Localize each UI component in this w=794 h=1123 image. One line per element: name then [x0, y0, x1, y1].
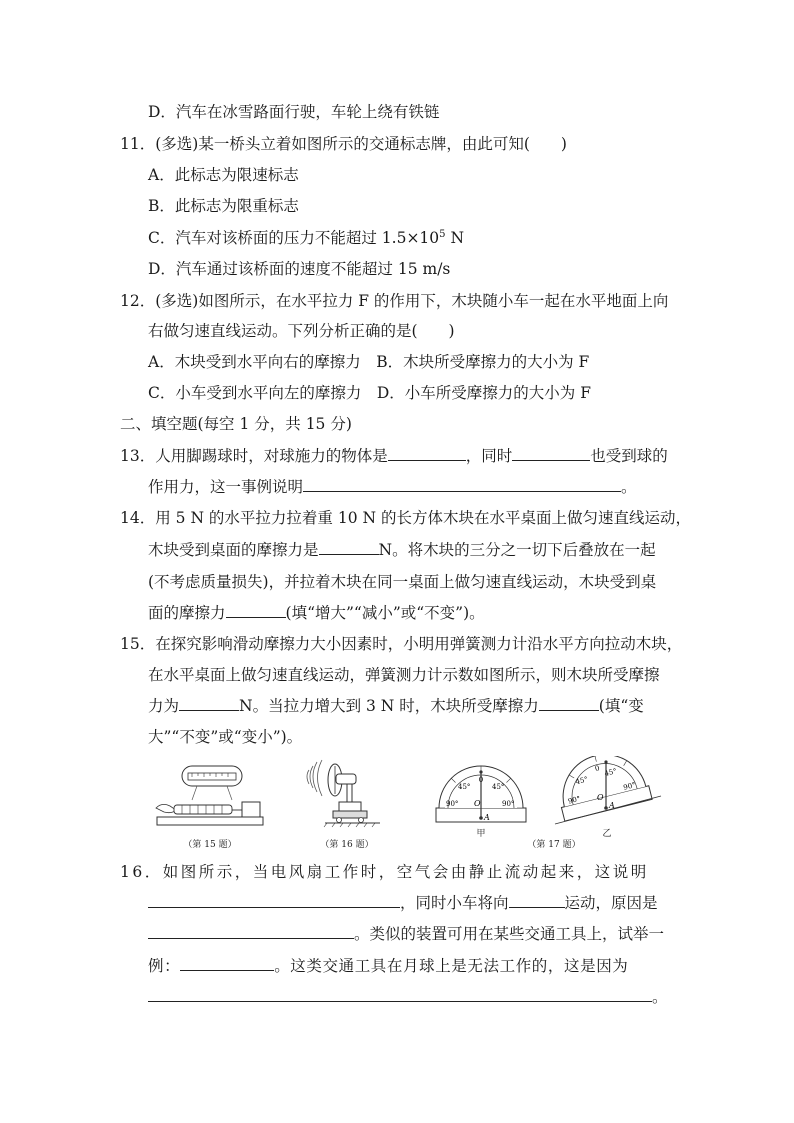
label-a: A: [609, 801, 615, 810]
label-90: 90°: [567, 794, 582, 806]
q12-stem-line1: 12．(多选)如图所示，在水平拉力 F 的作用下，木块随小车一起在水平地面上向: [120, 292, 669, 310]
q14-line2: 木块受到桌面的摩擦力是 N。将木块的三分之一切下后叠放在一起: [148, 541, 656, 559]
answer-blank[interactable]: [388, 446, 466, 461]
answer-blank[interactable]: [148, 924, 354, 939]
figure-17a-protractor-level: [434, 760, 528, 824]
q11-option-b: B．此标志为限重标志: [148, 197, 299, 215]
label-45: 45°: [574, 775, 589, 787]
q12-stem-line2: 右做匀速直线运动。下列分析正确的是( ): [148, 322, 455, 340]
section-title: 二、填空题(每空 1 分，共 15 分): [120, 415, 352, 433]
label-45: 45°: [458, 783, 471, 791]
figure-15-caption: （第 15 题）: [183, 840, 237, 850]
answer-blank[interactable]: [509, 893, 565, 908]
label-45: 45°: [492, 783, 505, 791]
q16-line1: 16．如图所示，当电风扇工作时，空气会由静止流动起来，这说明: [120, 863, 649, 881]
label-90: 90°: [502, 800, 515, 808]
answer-blank[interactable]: [512, 446, 590, 461]
answer-blank[interactable]: [179, 696, 239, 711]
q15-line1: 15．在探究影响滑动摩擦力大小因素时，小明用弹簧测力计沿水平方向拉动木块，: [120, 635, 683, 653]
q14-line3: (不考虑质量损失)，并拉着木块在同一桌面上做匀速直线运动，木块受到桌: [148, 573, 657, 591]
answer-blank[interactable]: [319, 540, 379, 555]
q11-stem: 11．(多选)某一桥头立着如图所示的交通标志牌，由此可知( ): [120, 135, 567, 153]
label-90: 90°: [622, 780, 637, 792]
label-a: A: [484, 813, 490, 822]
q16-line5: 。: [148, 987, 668, 1007]
figure-17b-protractor-slope: [553, 756, 663, 826]
label-90: 90°: [446, 800, 459, 808]
answer-blank[interactable]: [148, 893, 400, 908]
q13-line2: 作用力，这一事例说明 。: [148, 478, 637, 496]
label-zero: 0: [594, 764, 601, 774]
q11-option-a: A．此标志为限速标志: [148, 166, 299, 184]
q15-line4: 大”“不变”或“变小”)。: [148, 728, 303, 746]
figure-16-fan-cart: [305, 756, 385, 830]
answer-blank[interactable]: [226, 603, 286, 618]
q16-line3: 。类似的装置可用在某些交通工具上，试举一: [148, 924, 664, 944]
label-o: O: [474, 799, 481, 808]
answer-blank[interactable]: [539, 696, 599, 711]
q15-line3: 力为 N。当拉力增大到 3 N 时，木块所受摩擦力 (填“变: [148, 697, 644, 715]
q15-line2: 在水平桌面上做匀速直线运动，弹簧测力计示数如图所示，则木块所受摩擦: [148, 666, 660, 684]
q16-line4: 例： 。这类交通工具在月球上是无法工作的，这是因为: [148, 957, 629, 975]
figure-16-caption: （第 16 题）: [320, 840, 374, 850]
answer-blank[interactable]: [303, 477, 621, 492]
q16-line2: ，同时小车将向 运动，原因是: [148, 893, 658, 913]
figure-17a-label: 甲: [476, 829, 486, 839]
q12-options-ab: A．木块受到水平向右的摩擦力 B．木块所受摩擦力的大小为 F: [148, 353, 590, 371]
q11-option-c: C．汽车对该桥面的压力不能超过 $1.5\times 10^5$ N: [148, 228, 465, 247]
label-45: 45°: [603, 767, 618, 778]
q11-option-d: D．汽车通过该桥面的速度不能超过 15 m/s: [148, 260, 451, 278]
figure-15-spring-scale: [152, 764, 268, 830]
q14-line1: 14．用 5 N 的水平拉力拉着重 10 N 的长方体木块在水平桌面上做匀速直线运动，: [120, 509, 691, 527]
label-zero: 0: [478, 776, 484, 784]
figure-17b-label: 乙: [602, 829, 612, 839]
figure-17-caption: （第 17 题）: [527, 840, 581, 850]
answer-blank[interactable]: [148, 987, 652, 1002]
q13-line1: 13．人用脚踢球时，对球施力的物体是 ，同时 也受到球的: [120, 447, 668, 465]
q12-options-cd: C．小车受到水平向左的摩擦力 D．小车所受摩擦力的大小为 F: [148, 384, 591, 402]
label-o: O: [597, 793, 604, 802]
answer-blank[interactable]: [180, 956, 274, 971]
q14-line4: 面的摩擦力 (填“增大”“减小”或“不变”)。: [148, 604, 485, 622]
q10-option-d: D．汽车在冰雪路面行驶，车轮上绕有铁链: [148, 103, 440, 121]
